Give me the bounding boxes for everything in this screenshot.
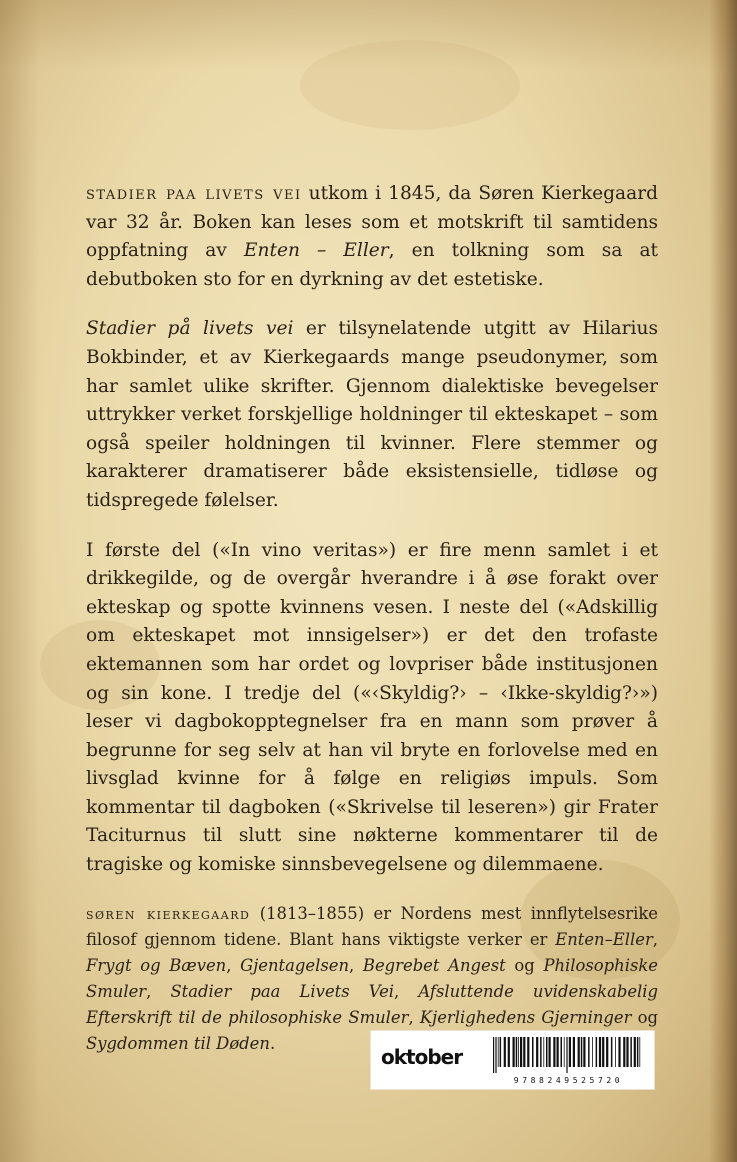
barcode-bar — [549, 1037, 551, 1067]
barcode-bar — [615, 1037, 616, 1067]
barcode-bar — [495, 1037, 496, 1073]
barcode-bar — [523, 1037, 525, 1067]
barcode-bar — [569, 1037, 571, 1067]
barcode-bar — [500, 1037, 502, 1067]
barcode-bar — [543, 1037, 544, 1067]
barcode-bar — [498, 1037, 499, 1067]
blurb-paragraph-1 — [86, 180, 658, 294]
barcode-bar — [520, 1037, 522, 1067]
barcode-bar — [623, 1037, 625, 1067]
work-title: Stadier paa Livets Vei — [170, 981, 395, 1001]
work-title: Kjerlighedens Gjerninger — [419, 1007, 632, 1027]
barcode-bar — [634, 1037, 636, 1067]
work-separator: , — [226, 955, 241, 975]
work-title: Sygdommen til Døden — [86, 1033, 270, 1053]
barcode-bar — [527, 1037, 529, 1067]
barcode-bar — [583, 1037, 585, 1067]
work-title: Frygt og Bæven — [86, 955, 227, 975]
barcode-bar — [581, 1037, 583, 1067]
barcode-bar — [508, 1037, 510, 1067]
barcode-bar — [516, 1037, 518, 1067]
work-title: Gjentagelsen — [240, 955, 350, 975]
barcode-bar — [532, 1037, 534, 1067]
blurb-paragraph-2 — [86, 315, 658, 515]
paragraph-text: (1813–1855) er Nordens mest innflytelsesrike filosof gjennom tidene. Blant hans viktigste verker er — [86, 903, 658, 949]
paragraph-text: utkom i 1845, da Søren Kierkegaard var 32 år. Boken kan leses som et motskrift til samtidens oppfatning av — [86, 183, 658, 262]
isbn-number: 9788249525720 — [491, 1076, 646, 1085]
barcode-bar — [602, 1037, 604, 1067]
barcode-bar — [566, 1037, 567, 1073]
work-separator: . — [269, 1033, 276, 1053]
work-separator: , — [349, 955, 363, 975]
barcode-bar — [630, 1037, 632, 1067]
barcode-bar — [513, 1037, 515, 1067]
author-name-smallcaps: søren kierkegaard — [86, 903, 251, 923]
barcode-bars — [491, 1037, 646, 1075]
barcode-bar — [588, 1037, 590, 1067]
barcode-bar — [504, 1037, 506, 1067]
blurb-text — [86, 180, 658, 1078]
barcode-bar — [536, 1037, 538, 1067]
work-separator: , — [146, 981, 171, 1001]
paper-torn-edge — [709, 0, 737, 1162]
barcode-bar — [599, 1037, 601, 1067]
barcode-bar — [573, 1037, 575, 1067]
paragraph-text: , en tolkning som sa at debutboken sto for en dyrkning av det estetiske. — [86, 240, 658, 290]
barcode-bar — [564, 1037, 565, 1067]
barcode-bar — [592, 1037, 593, 1067]
barcode-bar — [561, 1037, 563, 1067]
barcode-bar — [578, 1037, 580, 1067]
work-separator: og — [631, 1007, 659, 1027]
isbn-barcode — [491, 1037, 646, 1083]
barcode-bar — [606, 1037, 608, 1067]
barcode-bar — [553, 1037, 555, 1067]
barcode-bar — [639, 1037, 640, 1067]
work-separator: , — [652, 929, 658, 949]
paper-top-shading — [0, 0, 737, 70]
blurb-paragraph-3 — [86, 537, 658, 880]
italic-title: Enten – Eller — [243, 240, 389, 262]
work-separator: og — [505, 955, 544, 975]
work-title: Enten–Eller — [555, 929, 653, 949]
barcode-bar — [546, 1037, 548, 1067]
barcode-bar — [611, 1037, 613, 1067]
book-title-smallcaps: stadier paa livets vei — [86, 183, 302, 204]
paragraph-text: er tilsynelatende utgitt av Hilarius Bokbinder, et av Kierkegaards mange pseudonymer, som har samlet ulike skrifter. Gjennom dialektiske bevegelser uttrykker verket forskjellige holdninger til ekteskapet – som også speiler holdningen til kvinner. Flere stemmer og karakterer dramatiserer både eksistensielle, tidløse og tidspregede følelser. — [86, 318, 658, 511]
work-separator: , — [408, 1007, 420, 1027]
barcode-bar — [493, 1037, 494, 1073]
publisher-barcode-label — [370, 1030, 655, 1090]
barcode-bar — [637, 1037, 639, 1067]
italic-title: Stadier på livets vei — [86, 318, 294, 340]
barcode-bar — [518, 1037, 519, 1067]
work-title: Afsluttende uvidenskabelig Efterskrift til de philosophiske Smuler — [86, 981, 659, 1027]
work-title: Philosophiske Smuler — [86, 955, 659, 1001]
paragraph-text: I første del («In vino veritas») er fire menn samlet i et drikkegilde, og de overgår hverandre i å øse forakt over ekteskap og spotte kvinnens vesen. I neste del («Adskillig om ekteskapet mot innsigelser») er det den trofaste ektemannen som har ordet og lovpriser både institusjonen og sin kone. I tredje del («‹Skyldig?› – ‹Ikke-skyldig?›») leser vi dagbokopptegnelser fra en mann som prøver å begrunne for seg selv at han vil bryte en forlovelse med en livsglad kvinne for å følge en religiøs impuls. Som kommentar til dagboken («Skrivelse til leseren») gir Frater Taciturnus til slutt sine nøkterne kommentarer til de tragiske og komiske sinnsbevegelsene og dilemmaene. — [86, 539, 658, 876]
paper-left-shading — [0, 0, 40, 1162]
barcode-bar — [596, 1037, 598, 1067]
barcode-bar — [626, 1037, 628, 1067]
barcode-bar — [557, 1037, 559, 1067]
barcode-bar — [540, 1037, 542, 1067]
work-separator: , — [394, 981, 419, 1001]
work-title: Begrebet Angest — [362, 955, 506, 975]
publisher-logo: oktober — [381, 1045, 463, 1069]
barcode-bar — [618, 1037, 620, 1067]
